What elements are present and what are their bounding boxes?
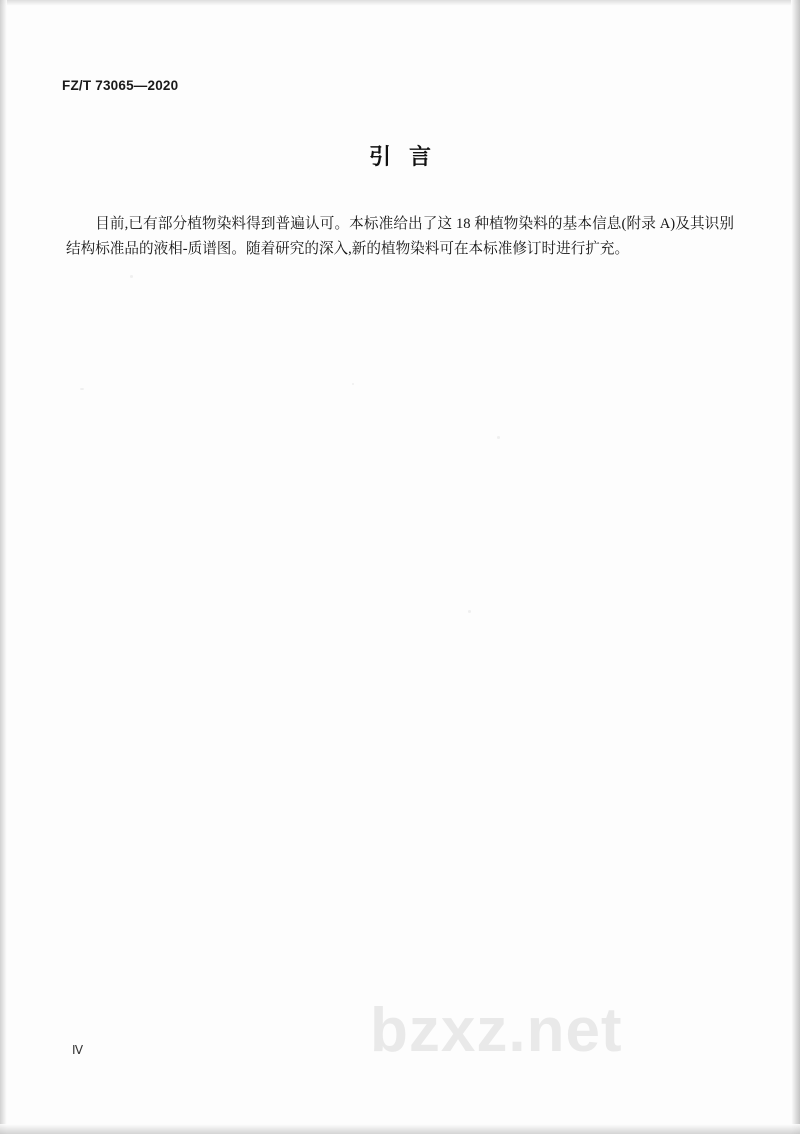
scan-speck [80,388,84,390]
page-title: 引言 [368,144,449,169]
body-paragraph: 目前,已有部分植物染料得到普遍认可。本标准给出了这 18 种植物染料的基本信息(附录 A)及其识别结构标准品的液相-质谱图。随着研究的深入,新的植物染料可在本标准修订时进行扩充。 [66,216,734,257]
scan-speck [352,383,354,385]
page-number: Ⅳ [72,1043,84,1057]
scan-edge-top [0,0,800,6]
scan-edge-bottom [0,1124,800,1134]
scan-speck [468,610,471,613]
scan-speck [130,275,133,278]
standard-code-header: FZ/T 73065—2020 [62,78,179,93]
scan-speck [497,436,500,439]
watermark: bzxz.net [370,996,623,1065]
